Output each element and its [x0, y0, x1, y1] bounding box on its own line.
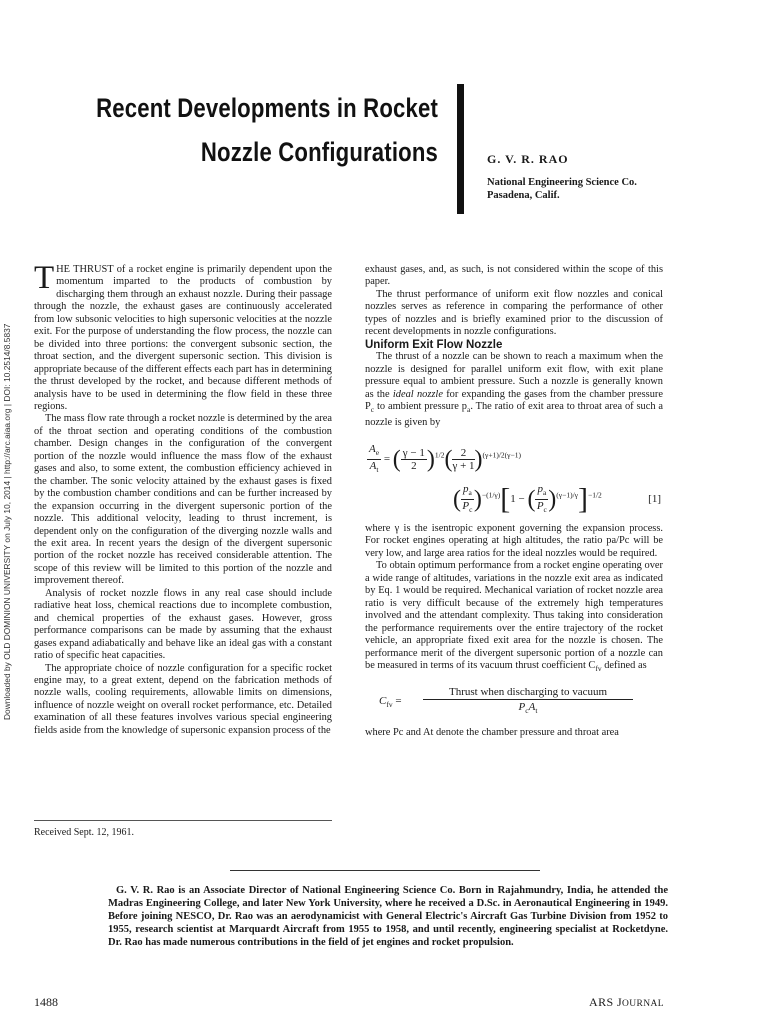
equation-1: $\frac{A_e}{A_t}$ = ( $\frac{\gamma - 1}{2}$ )$^{1/2}$( $\frac{2}{\gamma + 1}$ )$^{(\gamma+1)/2(\gamma-1)}$ ( $\frac{p_a}{P_c}$ )$^{-(1/\gamma)}$[1 − ( $\frac{p_a}{P_c}$ )$^{(\gamma-1)/\gamma}$]$^{-1/2}$ [1] [369, 442, 661, 516]
right-column [365, 264, 663, 740]
affiliation-line-2: Pasadena, Calif. [487, 190, 560, 201]
article-title [94, 86, 438, 174]
page-number: 1488 [34, 995, 58, 1009]
paragraph: where Pc and At denote the chamber pressure and throat area [365, 727, 619, 739]
received-date: Received Sept. 12, 1961. [34, 827, 134, 838]
left-column [34, 260, 332, 737]
paragraph [34, 260, 332, 413]
paragraph: The thrust of a nozzle can be shown to reach a maximum when the nozzle is designed for parallel uniform exit flow, with exit plane pressure equal to ambient pressure. Such a nozzle is generally known as the ideal nozzle for expanding the gases from the chamber pressure $P_c$ to ambient pressure $p_a$. The ratio of exit area to throat area of such a nozzle is given by [365, 351, 663, 428]
text-run: The thrust of a nozzle can be shown to reach a maximum when the nozzle is designed for parallel uniform exit flow, with exit plane pressure equal to ambient pressure. Such a nozzle is generally known as the [365, 351, 663, 400]
paragraph-text: HE THRUST of a rocket engine is primarily dependent upon the momentum imparted to the products of combustion by discharging them through an exhaust nozzle. During their passage through the nozzle, the exhaust gases are continuously accelerated from low subsonic velocities to high supersonic velocities at the nozzle exit. For the purpose of understanding the flow process, the nozzle can be divided into three portions: the convergent subsonic section, the throat section, and the divergent supersonic section. This division is appropriate because of the different effects each part has in determining the thrust developed by the rocket, and because different methods of analysis have to be used in determining the flow field in these three regions. [34, 264, 332, 412]
text-run: to ambient pressure p [377, 400, 467, 412]
text-run: for expanding the gases from the chamber pressure P [365, 388, 663, 412]
text-run: . The ratio of exit area to throat area of such a nozzle is given by [365, 400, 663, 428]
paragraph: The mass flow rate through a rocket nozzle is determined by the area of the throat section and operating conditions of the combustion chamber. Design changes in the configuration of the convergent portion of the nozzle would influence the mass flow of the exhaust gases and also, to some extent, the combustion efficiency achieved in the chamber. The sonic velocity attained by the exhaust gases is fixed by the combustion chamber conditions and can be further increased by the expansion occurring in the divergent supersonic portion of the nozzle. This additional velocity, leading to thrust increment, is dependent only on the configuration of the diverging nozzle walls and the exit area. In recent years the design of the divergent supersonic portion of the rocket nozzle has received considerable attention. The scope of this review will be limited to this portion of the nozzle and improvement thereof. [34, 413, 332, 587]
author-name: G. V. R. RAO [487, 152, 569, 166]
section-heading: Uniform Exit Flow Nozzle [365, 338, 503, 351]
equation-number: [1] [648, 492, 661, 505]
author-biography: G. V. R. Rao is an Associate Director of National Engineering Science Co. Born in Rajahmundry, India, he attended the Madras Engineering College, and later New York University, where he received a D.Sc. in Aeronautical Engineering in 1949. Before joining NESCO, Dr. Rao was an aerodynamicist with General Electric's Aircraft Gas Turbine Division from 1952 to 1955, research scientist at Marquardt Aircraft from 1955 to 1958, and until recently, engineering specialist at Rocketdyne. Dr. Rao has made numerous contributions in the field of jet engines and rocket propulsion. [108, 885, 668, 949]
paragraph: To obtain optimum performance from a rocket engine operating over a wide range of altitudes, variations in the nozzle exit area as indicated by Eq. 1 would be required. Mechanical variation of rocket nozzle area ratio is very difficult because of the extremely high temperatures involved and the attendant complexity. Thus taking into consideration the performance requirements over the entire trajectory of the rocket vehicle, an appropriate fixed exit area for the nozzle is chosen. The performance merit of the divergent supersonic portion of a nozzle can be measured in terms of its vacuum thrust coefficient $C_{fv}$ defined as [365, 560, 663, 674]
download-watermark-text: Downloaded by OLD DOMINION UNIVERSITY on July 10, 2014 | http://arc.aiaa.org | DOI: 10.2514/8.5837 [2, 323, 12, 720]
title-line-1: Recent Developments in Rocket [96, 93, 438, 123]
paragraph: Analysis of rocket nozzle flows in any real case should include radiative heat loss, chemical reactions due to incomplete combustion, and chemical properties of the exhaust gases. However, gross performance comparisons can be made by assuming that the exhaust gases expand adiabatically and behave like an ideal gas with a constant ratio of specific heat capacities. [34, 587, 332, 662]
footnote-rule [34, 820, 332, 821]
emphasis: ideal nozzle [392, 388, 443, 400]
equation-2-numerator: Thrust when discharging to vacuum [423, 685, 633, 700]
paragraph: where γ is the isentropic exponent governing the expansion process. For rocket engines operating at high altitudes, the ratio pa/Pc will be very low, and large area ratios for the ideal nozzles would be required. [365, 522, 663, 559]
affiliation-line-1: National Engineering Science Co. [487, 177, 637, 188]
text-run: defined as [601, 659, 647, 671]
drop-cap: T [34, 260, 55, 296]
journal-name [589, 995, 664, 1010]
title-divider-bar [457, 84, 464, 214]
text-run: To obtain optimum performance from a rocket engine operating over a wide range of altitudes, variations in the nozzle exit area as indicated by Eq. 1 would be required. Mechanical variation of rocket nozzle area ratio is very difficult because of the extremely high temperatures involved and the attendant complexity. Thus taking into consideration the performance requirements over the entire trajectory of the rocket vehicle, an appropriate fixed exit area for the nozzle is chosen. The performance merit of the divergent supersonic portion of a nozzle can be measured in terms of its vacuum thrust coefficient C [365, 560, 663, 671]
download-watermark [2, 300, 16, 720]
journal-name-initial: ARS J [589, 995, 623, 1009]
paragraph: The thrust performance of uniform exit flow nozzles and conical nozzles serves as reference in comparing the performance of other types of nozzles and is briefly examined prior to the discussion of recent developments in nozzle configurations. [365, 288, 663, 338]
equation-2: $C_{fv}$ = Thrust when discharging to vacuum $P_cA_t$ [365, 685, 663, 719]
author-affiliation [487, 176, 727, 202]
paragraph: exhaust gases, and, as such, is not considered within the scope of this paper. [365, 264, 663, 288]
bio-rule [230, 870, 540, 871]
title-line-2: Nozzle Configurations [200, 137, 438, 167]
journal-name-rest: OURNAL [622, 999, 664, 1009]
paragraph: The appropriate choice of nozzle configuration for a specific rocket engine may, to a great extent, depend on the fabrication methods of nozzle walls, cooling requirements, allowable limits on dimensions, influence of nozzle weight on overall rocket performance, etc. Detailed examination of all these features involves various special engineering fields aside from the knowledge of supersonic expansion process of the [34, 662, 332, 736]
